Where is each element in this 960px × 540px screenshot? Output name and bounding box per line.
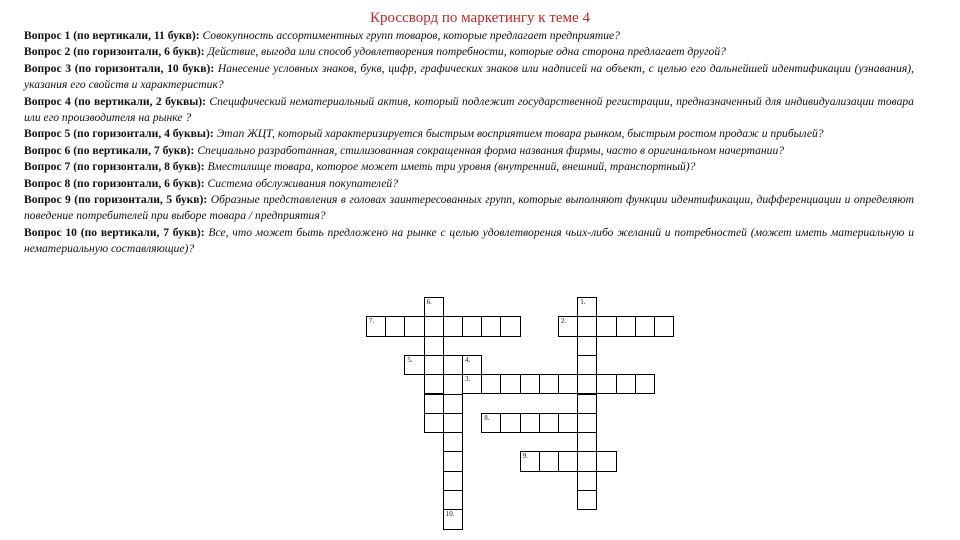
crossword-cell[interactable]	[635, 374, 655, 394]
crossword-number: 8.	[484, 413, 490, 422]
crossword-cell[interactable]	[443, 490, 463, 510]
question-head: Вопрос 10 (по вертикали, 7 букв):	[24, 225, 205, 239]
crossword-cell[interactable]	[366, 316, 386, 336]
question-5	[24, 126, 914, 142]
crossword-cell[interactable]	[654, 316, 674, 336]
crossword-cell[interactable]	[596, 451, 616, 471]
question-text: Нанесение условных знаков, букв, цифр, графических знаков или надписей на объект, с целью его дальнейшей идентификации (узнавания), указания его свойств и характеристик?	[24, 61, 914, 92]
question-text: Специально разработанная, стилизованная сокращенная форма названия фирмы, часто в оригинальном начертании?	[197, 143, 785, 157]
crossword-cell[interactable]	[462, 374, 482, 394]
crossword-cell[interactable]	[424, 316, 444, 336]
crossword-cell[interactable]	[481, 374, 501, 394]
question-text: Совокупность ассортиментных групп товаров, которые предлагает предприятие?	[202, 29, 620, 42]
crossword-cell[interactable]	[424, 374, 444, 394]
question-6	[24, 143, 914, 159]
crossword-cell[interactable]	[577, 451, 597, 471]
crossword-cell[interactable]	[443, 316, 463, 336]
crossword-cell[interactable]	[577, 413, 597, 433]
crossword-cell[interactable]	[616, 316, 636, 336]
crossword-cell[interactable]	[481, 413, 501, 433]
crossword-cell[interactable]	[404, 316, 424, 336]
crossword-cell[interactable]	[577, 374, 597, 394]
question-head: Вопрос 8 (по горизонтали, 6 букв):	[24, 176, 205, 190]
question-head: Вопрос 9 (по горизонтали, 5 букв):	[24, 193, 208, 207]
crossword-cell[interactable]	[520, 451, 540, 471]
crossword-cell[interactable]	[404, 355, 424, 375]
crossword-cell[interactable]	[558, 413, 578, 433]
crossword-cell[interactable]	[577, 297, 597, 317]
crossword-cell[interactable]	[596, 374, 616, 394]
crossword-cell[interactable]	[577, 355, 597, 375]
crossword-cell[interactable]	[577, 471, 597, 491]
crossword-cell[interactable]	[385, 316, 405, 336]
question-text: Специфический нематериальный актив, который подлежит государственной регистрации, предназначенный для индивидуализации товара или его производителя на рынке ?	[24, 94, 914, 125]
question-text: Вместилище товара, которое может иметь три уровня (внутренний, внешний, транспортный)?	[207, 160, 696, 174]
crossword-cell[interactable]	[596, 316, 616, 336]
crossword-cell[interactable]	[424, 355, 444, 375]
question-text: Этап ЖЦТ, который характеризируется быстрым восприятием товара рынком, быстрым ростом продаж и прибылей?	[216, 127, 824, 141]
question-3	[24, 61, 914, 94]
crossword-cell[interactable]	[424, 336, 444, 356]
question-head: Вопрос 3 (по горизонтали, 10 букв):	[24, 61, 215, 75]
question-text: Все, что может быть предложено на рынке с целью удовлетворения чьих-либо желаний и потребностей (может иметь материальную и нематериальную составляющие)?	[24, 225, 914, 256]
question-head: Вопрос 5 (по горизонтали, 4 буквы):	[24, 127, 214, 141]
question-head: Вопрос 1 (по вертикали, 11 букв):	[24, 29, 200, 42]
question-10	[24, 225, 914, 258]
question-1	[24, 28, 914, 44]
question-head: Вопрос 4 (по вертикали, 2 буквы):	[24, 94, 206, 108]
crossword-cell[interactable]	[500, 413, 520, 433]
questions-list	[24, 28, 914, 258]
question-text: Действие, выгода или способ удовлетворения потребности, которые одна сторона предлагает другой?	[207, 45, 726, 59]
crossword-number: 9.	[522, 452, 528, 461]
question-9	[24, 192, 914, 225]
crossword-cell[interactable]	[424, 394, 444, 414]
question-text: Образные представления в головах заинтересованных групп, которые выполняют функции идентификации, дифференциации и определяют поведение потребителей при выборе товара / предприятия?	[24, 193, 914, 223]
crossword-number: 1.	[580, 298, 586, 306]
crossword-number: 2.	[561, 317, 567, 326]
crossword-number: 4.	[465, 355, 471, 364]
crossword-number: 3.	[465, 375, 471, 384]
question-8	[24, 176, 914, 192]
question-4	[24, 94, 914, 127]
crossword-cell[interactable]	[558, 451, 578, 471]
crossword-cell[interactable]	[424, 297, 444, 317]
crossword-cell[interactable]	[500, 374, 520, 394]
crossword-cell[interactable]	[558, 316, 578, 336]
crossword-cell[interactable]	[539, 413, 559, 433]
crossword-number: 10.	[445, 510, 455, 519]
crossword-cell[interactable]	[443, 413, 463, 433]
crossword-cell[interactable]	[635, 316, 655, 336]
page-title: Кроссворд по маркетингу к теме 4	[370, 10, 590, 26]
crossword-cell[interactable]	[539, 451, 559, 471]
crossword-cell[interactable]	[577, 432, 597, 452]
question-head: Вопрос 2 (по горизонтали, 6 букв):	[24, 45, 205, 59]
question-text: Система обслуживания покупателей?	[207, 176, 399, 190]
crossword-cell[interactable]	[577, 336, 597, 356]
crossword-cell[interactable]	[424, 413, 444, 433]
question-7	[24, 159, 914, 175]
crossword-cell[interactable]	[443, 471, 463, 491]
crossword-cell[interactable]	[462, 316, 482, 336]
crossword-cell[interactable]	[577, 394, 597, 414]
crossword-cell[interactable]	[577, 316, 597, 336]
crossword-cell[interactable]	[462, 355, 482, 375]
crossword-cell[interactable]	[520, 374, 540, 394]
crossword-number: 7.	[369, 317, 375, 326]
crossword-cell[interactable]	[500, 316, 520, 336]
crossword-cell[interactable]	[577, 490, 597, 510]
crossword-cell[interactable]	[443, 509, 463, 529]
crossword-cell[interactable]	[520, 413, 540, 433]
crossword-cell[interactable]	[443, 355, 463, 375]
crossword-cell[interactable]	[443, 451, 463, 471]
question-head: Вопрос 7 (по горизонтали, 8 букв):	[24, 160, 205, 174]
crossword-cell[interactable]	[616, 374, 636, 394]
crossword-cell[interactable]	[481, 316, 501, 336]
crossword-cell[interactable]	[443, 394, 463, 414]
crossword-cell[interactable]	[558, 374, 578, 394]
crossword-number: 6.	[426, 298, 432, 306]
crossword-cell[interactable]	[443, 432, 463, 452]
question-head: Вопрос 6 (по вертикали, 7 букв):	[24, 143, 195, 157]
question-2	[24, 44, 914, 60]
crossword-cell[interactable]	[539, 374, 559, 394]
crossword-number: 5.	[407, 355, 413, 364]
